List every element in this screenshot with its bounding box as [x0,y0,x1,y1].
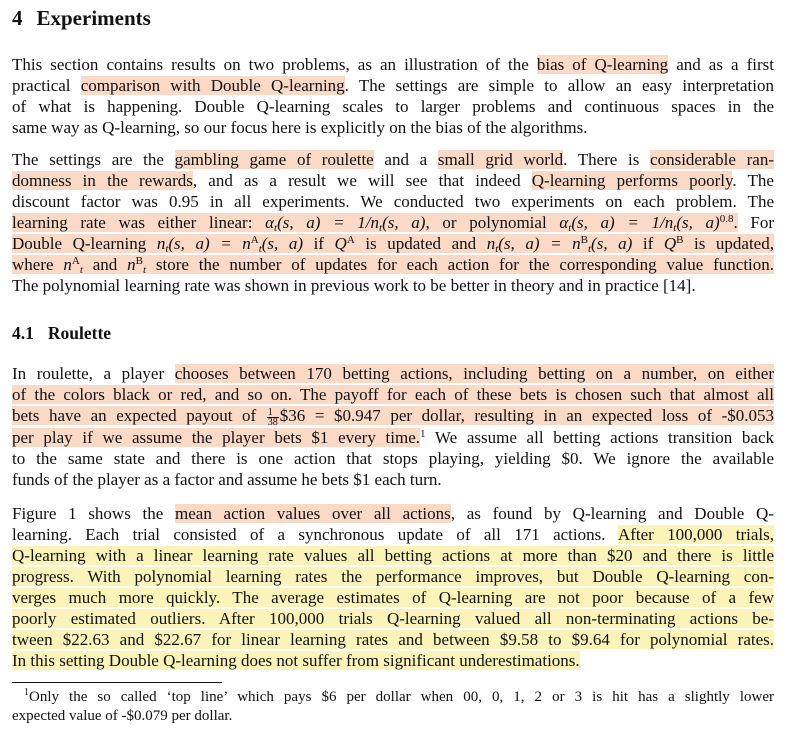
p2-line-2 [12,170,774,191]
text-run: , as found by Q-learning and Double Q- [450,504,774,523]
math-expr: (s, a) = 1/n [571,213,674,232]
text-run: learning rate was either linear: [12,213,266,232]
footnote-line-2: expected value of -$0.079 per dollar. [12,708,233,724]
text-run: and [82,255,128,274]
highlight-yellow: progress. With polynomial learning rates the performance improves, but Double Q-learning con- [12,567,774,586]
text-run: store the number of updates for each action for the corresponding value function. [146,255,774,274]
p2-line-6 [12,254,774,275]
math-expr: (s, a) = 1/n [277,213,380,232]
text-run: For [737,213,774,232]
p1-line-2 [12,75,774,96]
math-exponent: 0.8 [719,213,734,225]
math-sub: t [568,222,572,233]
text-run: learning. Each trial consisted of a synchronous update of all 171 actions. [12,525,618,544]
math-sub: t [587,243,592,254]
p1-line-4: same way as Q-learning, so our focus here is explicitly on the bias of the algorithms. [12,118,588,137]
subsection-title: Roulette [47,323,112,343]
text-run: is updated, [683,234,774,253]
math-n: n [127,255,136,274]
subsection-number: 4.1 [12,323,34,343]
subsection-heading [12,321,111,345]
p3-line-3 [12,405,774,426]
highlight-yellow: Q-learning with a linear learning rate values all betting actions at more than $20 and there is little [12,546,774,565]
highlight-yellow: After 100,000 trials, [617,525,774,544]
math-sup: B [135,255,143,267]
math-expr: (s, a) [591,234,633,253]
fraction [267,408,279,426]
p4-line-1 [12,503,774,524]
math-sup: B [580,234,588,246]
highlight-red: of the colors black or red, and so on. The payoff for each of these bets is chosen such that almost all [12,385,774,404]
math-sub: t [274,222,278,233]
text-run: We assume all betting actions transition back [425,428,774,447]
text-run: . The settings are simple to allow an easy interpretation [344,76,774,95]
math-expr: (s, a) [261,234,304,253]
math-expr: (s, a) [676,213,720,232]
math-q: Q [663,234,677,253]
p4-line-2 [12,524,774,545]
highlight-red: considerable ran- [650,150,774,169]
text-run: , or polynomial [425,213,560,232]
highlight-yellow: tween $22.63 and $22.67 for linear learning rates and between $9.58 to $9.64 for polynomial rates. [12,630,774,649]
p2-line-3: discount factor was 0.95 in all experiments. We conducted two experiments on each problem. The [12,192,774,211]
text-run: where [12,255,64,274]
math-alpha: α [265,213,275,232]
highlight-red: bias of Q-learning [536,55,669,74]
p2-line-4 [12,212,774,233]
p4-line-8 [12,650,774,671]
highlight-red: small grid world [437,150,564,169]
math-sub: t [79,264,83,275]
p4-line-6 [12,608,774,629]
footnote-mark: 1 [24,687,29,698]
text-run: In roulette, a player [12,364,175,383]
fraction-numerator: 1 [267,408,279,418]
p3-line-1 [12,363,774,384]
footnote-rule [12,682,222,683]
math-expr: (s, a) = n [498,234,581,253]
p3-line-6: funds of the player as a factor and assume he bets $1 each turn. [12,470,442,489]
p3-line-5: to the same state and there is one action that stops playing, yielding $0. We ignore the available [12,449,774,468]
math-sup: A [250,234,259,246]
p2-line-1 [12,149,774,170]
text-run: practical [12,76,81,95]
text-run: Double Q-learning [12,234,157,253]
section-number: 4 [12,6,23,30]
highlight-red: Q-learning performs poorly [531,171,733,190]
highlight-red: per play if we assume the player bets $1 every time. [12,428,421,447]
section-title: Experiments [36,6,151,30]
highlight-yellow: poorly estimated outliers. After 100,000 trials Q-learning valued all non-terminating actions be- [12,609,774,628]
math-n: n [63,255,72,274]
highlight-red [12,406,774,425]
highlight-yellow: verges much more quickly. The average estimates of Q-learning are not poor because of a few [12,588,774,607]
highlight-red [12,255,774,274]
math-q: Q [334,234,347,253]
math-expr: (s, a) = n [168,234,251,253]
highlight-red: chooses between 170 betting actions, including betting on a number, on either [174,364,774,383]
math-sup: A [346,234,355,246]
math-sub: t [495,243,499,254]
highlight-red: gambling game of roulette [174,150,374,169]
math-sub: t [379,222,383,233]
text-run: Figure 1 shows the [12,504,176,523]
text-run: is updated and [354,234,487,253]
text-run: if [303,234,335,253]
text-run: bets have an expected payout of [12,406,266,425]
p1-line-3: of what is happening. Double Q-learning scales to larger problems and continuous spaces in the [12,97,774,116]
highlight-red: domness in the rewards [12,171,193,190]
text-run: . There is [563,150,651,169]
p4-line-7 [12,629,774,650]
text-run: and a [373,150,438,169]
section-heading [12,4,151,32]
p2-line-5 [12,233,774,254]
text-run: The settings are the [12,150,175,169]
text-run: if [632,234,664,253]
highlight-red [12,213,738,232]
text-run: , and as a result we will see that indeed [192,171,532,190]
math-alpha: α [559,213,569,232]
text-run: This section contains results on two problems, as an illustration of the [12,55,537,74]
text-run: Only the so called ‘top line’ which pays $6 per dollar when 00, 0, 1, 2 or 3 is hit has a slightly lower [29,689,774,705]
math-sup: B [676,234,684,246]
p3-line-4 [12,427,774,448]
math-n: n [486,234,496,253]
text-run: $36 = $0.947 per dollar, resulting in an expected loss of -$0.053 [279,406,774,425]
math-n: n [156,234,166,253]
footnote-line-1 [12,688,774,707]
footnote-ref[interactable]: 1 [420,428,426,440]
text-run: . The [732,171,774,190]
text-run: and as a first [668,55,774,74]
math-sub: t [143,264,147,275]
p2-line-7: The polynomial learning rate was shown in previous work to be better in theory and in practice [14]. [12,276,696,295]
highlight-yellow: In this setting Double Q-learning does not suffer from significant underestimations. [12,651,580,670]
p4-line-5 [12,587,774,608]
math-sub: t [258,243,262,254]
math-sup: A [71,255,80,267]
p1-line-1 [12,54,774,75]
p3-line-2 [12,384,774,405]
p4-line-4 [12,566,774,587]
fraction-denominator: 38 [267,416,278,426]
math-sub: t [165,243,169,254]
math-sub: t [673,222,677,233]
text-run: . [733,213,738,232]
highlight-red: mean action values over all actions [175,504,451,523]
math-expr: (s, a) [382,213,426,232]
highlight-red: comparison with Double Q-learning [80,76,345,95]
p4-line-3 [12,545,774,566]
highlight-red [12,234,774,253]
